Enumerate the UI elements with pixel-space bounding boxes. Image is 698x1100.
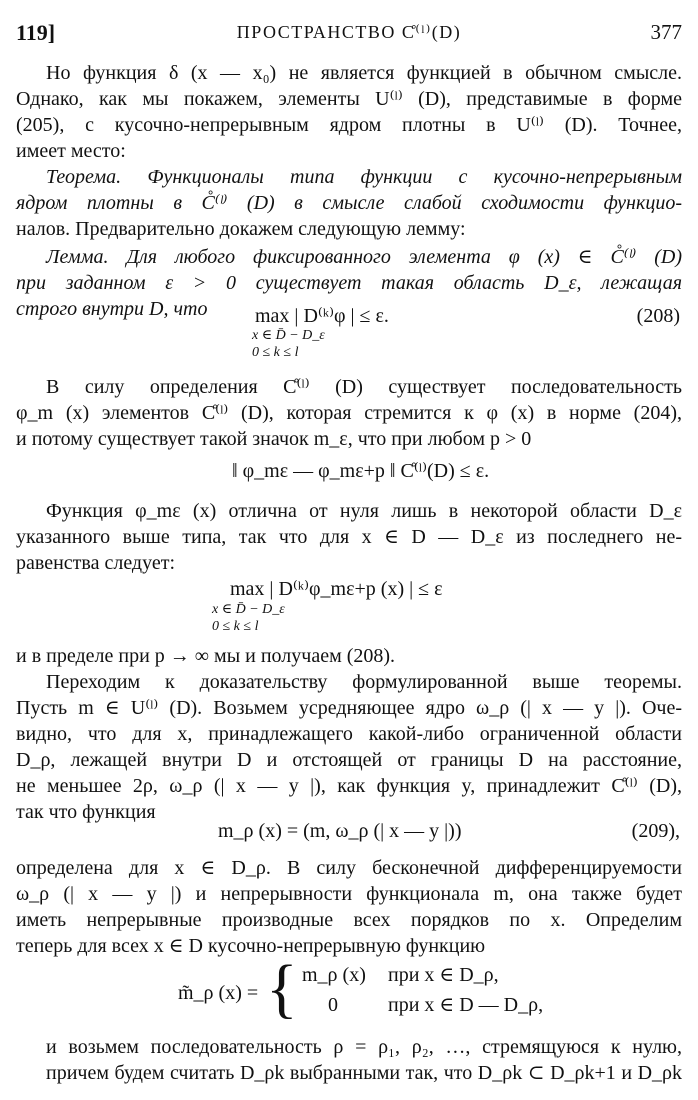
text-line: Функция φ_mε (x) отлична от нуля лишь в некоторой области D_ε	[46, 500, 682, 522]
running-title: ПРОСТРАНСТВО C̊⁽ˡ⁾(D)	[236, 22, 462, 42]
equation-subscript-line: 0 ≤ k ≤ l	[252, 345, 299, 360]
case-condition: при x ∈ D — D_ρ,	[388, 994, 544, 1016]
text-line: и потому существует такой значок m_ε, что при любом p > 0	[16, 428, 532, 450]
text-line: D_ρ, лежащей внутри D и отстоящей от границы D на расстояние,	[16, 749, 682, 771]
equation-subscript	[212, 601, 285, 635]
text-line: и в пределе при p → ∞ мы и получаем (208).	[16, 645, 396, 667]
text-line: иметь непрерывные производные всех порядков по x. Определим	[16, 909, 682, 931]
curly-brace: {	[266, 952, 298, 1025]
equation-number: (208)	[636, 305, 680, 327]
theorem-line: ядром плотны в C̊⁽ˡ⁾ (D) в смысле слабой сходимости функцио-	[16, 192, 682, 214]
text-line: Переходим к доказательству формулированной выше теоремы.	[46, 671, 682, 693]
equation-subscript-line: x ∈ D̄ − D_ε	[252, 328, 325, 343]
equation-main: max | D⁽ᵏ⁾φ_mε+p (x) | ≤ ε	[230, 578, 443, 600]
text-line: (205), с кусочно-непрерывным ядром плотны в U⁽ˡ⁾ (D). Точнее,	[16, 114, 682, 136]
text-line: В силу определения C̊⁽ˡ⁾ (D) существует последовательность	[46, 376, 682, 398]
equation-norm: ‖ φ_mε — φ_mε+p ‖ C̊⁽ˡ⁾(D) ≤ ε.	[232, 460, 490, 482]
equation-subscript-line: x ∈ D̄ − D_ε	[212, 602, 285, 617]
text-line: видно, что для x, принадлежащего какой-либо ограниченной области	[16, 723, 682, 745]
equation-main: max | D⁽ᵏ⁾φ | ≤ ε.	[255, 305, 389, 327]
text-line: Пусть m ∈ U⁽ˡ⁾ (D). Возьмем усредняющее ядро ω_ρ (| x — y |). Оче-	[16, 697, 682, 719]
running-header	[16, 12, 682, 52]
text-line: не меньшее 2ρ, ω_ρ (| x — y |), как функция y, принадлежит C̊⁽ˡ⁾ (D),	[16, 775, 682, 797]
text-line: и возьмем последовательность ρ = ρ₁, ρ₂, …, стремящуюся к нулю,	[46, 1036, 682, 1058]
text-line: Однако, как мы покажем, элементы U⁽ˡ⁾ (D), представимые в форме	[16, 88, 682, 110]
text-line: так что функция	[16, 801, 156, 823]
text-line: φ_m (x) элементов C̊⁽ˡ⁾ (D), которая стремится к φ (x) в норме (204),	[16, 402, 682, 424]
theorem-line: Теорема. Функционалы типа функции с кусочно-непрерывным	[46, 166, 682, 188]
text-line: равенства следует:	[16, 552, 176, 574]
theorem-line: налов. Предварительно докажем следующую лемму:	[16, 218, 466, 240]
page-number: 377	[650, 20, 682, 44]
text-line: указанного выше типа, так что для x ∈ D — D_ε из последнего не-	[16, 526, 682, 548]
equation-lhs: m̃_ρ (x) =	[178, 982, 259, 1004]
case-condition: при x ∈ D_ρ,	[388, 964, 499, 986]
lemma-line: при заданном ε > 0 существует такая область D_ε, лежащая	[16, 272, 682, 294]
text-line: Но функция δ (x — x₀) не является функцией в обычном смысле.	[46, 62, 682, 84]
section-number: 119]	[16, 20, 56, 45]
case-value: 0	[328, 994, 338, 1016]
text-line: определена для x ∈ D_ρ. В силу бесконечной дифференцируемости	[16, 857, 682, 879]
text-line: причем будем считать D_ρk выбранными так, что D_ρk ⊂ D_ρk+1 и D_ρk	[46, 1062, 682, 1084]
case-value: m_ρ (x)	[302, 964, 366, 986]
text-line: имеет место:	[16, 140, 126, 162]
text-line: теперь для всех x ∈ D кусочно-непрерывную функцию	[16, 935, 486, 957]
equation-subscript-line: 0 ≤ k ≤ l	[212, 619, 259, 634]
text-line: ω_ρ (| x — y |) и непрерывности функционала m, она также будет	[16, 883, 682, 905]
equation-number: (209),	[631, 820, 680, 842]
lemma-line: Лемма. Для любого фиксированного элемента φ (x) ∈ C̊⁽ˡ⁾ (D)	[46, 246, 682, 268]
equation-main: m_ρ (x) = (m, ω_ρ (| x — y |))	[218, 820, 462, 842]
equation-subscript	[252, 327, 325, 361]
lemma-line: строго внутри D, что	[16, 298, 208, 320]
